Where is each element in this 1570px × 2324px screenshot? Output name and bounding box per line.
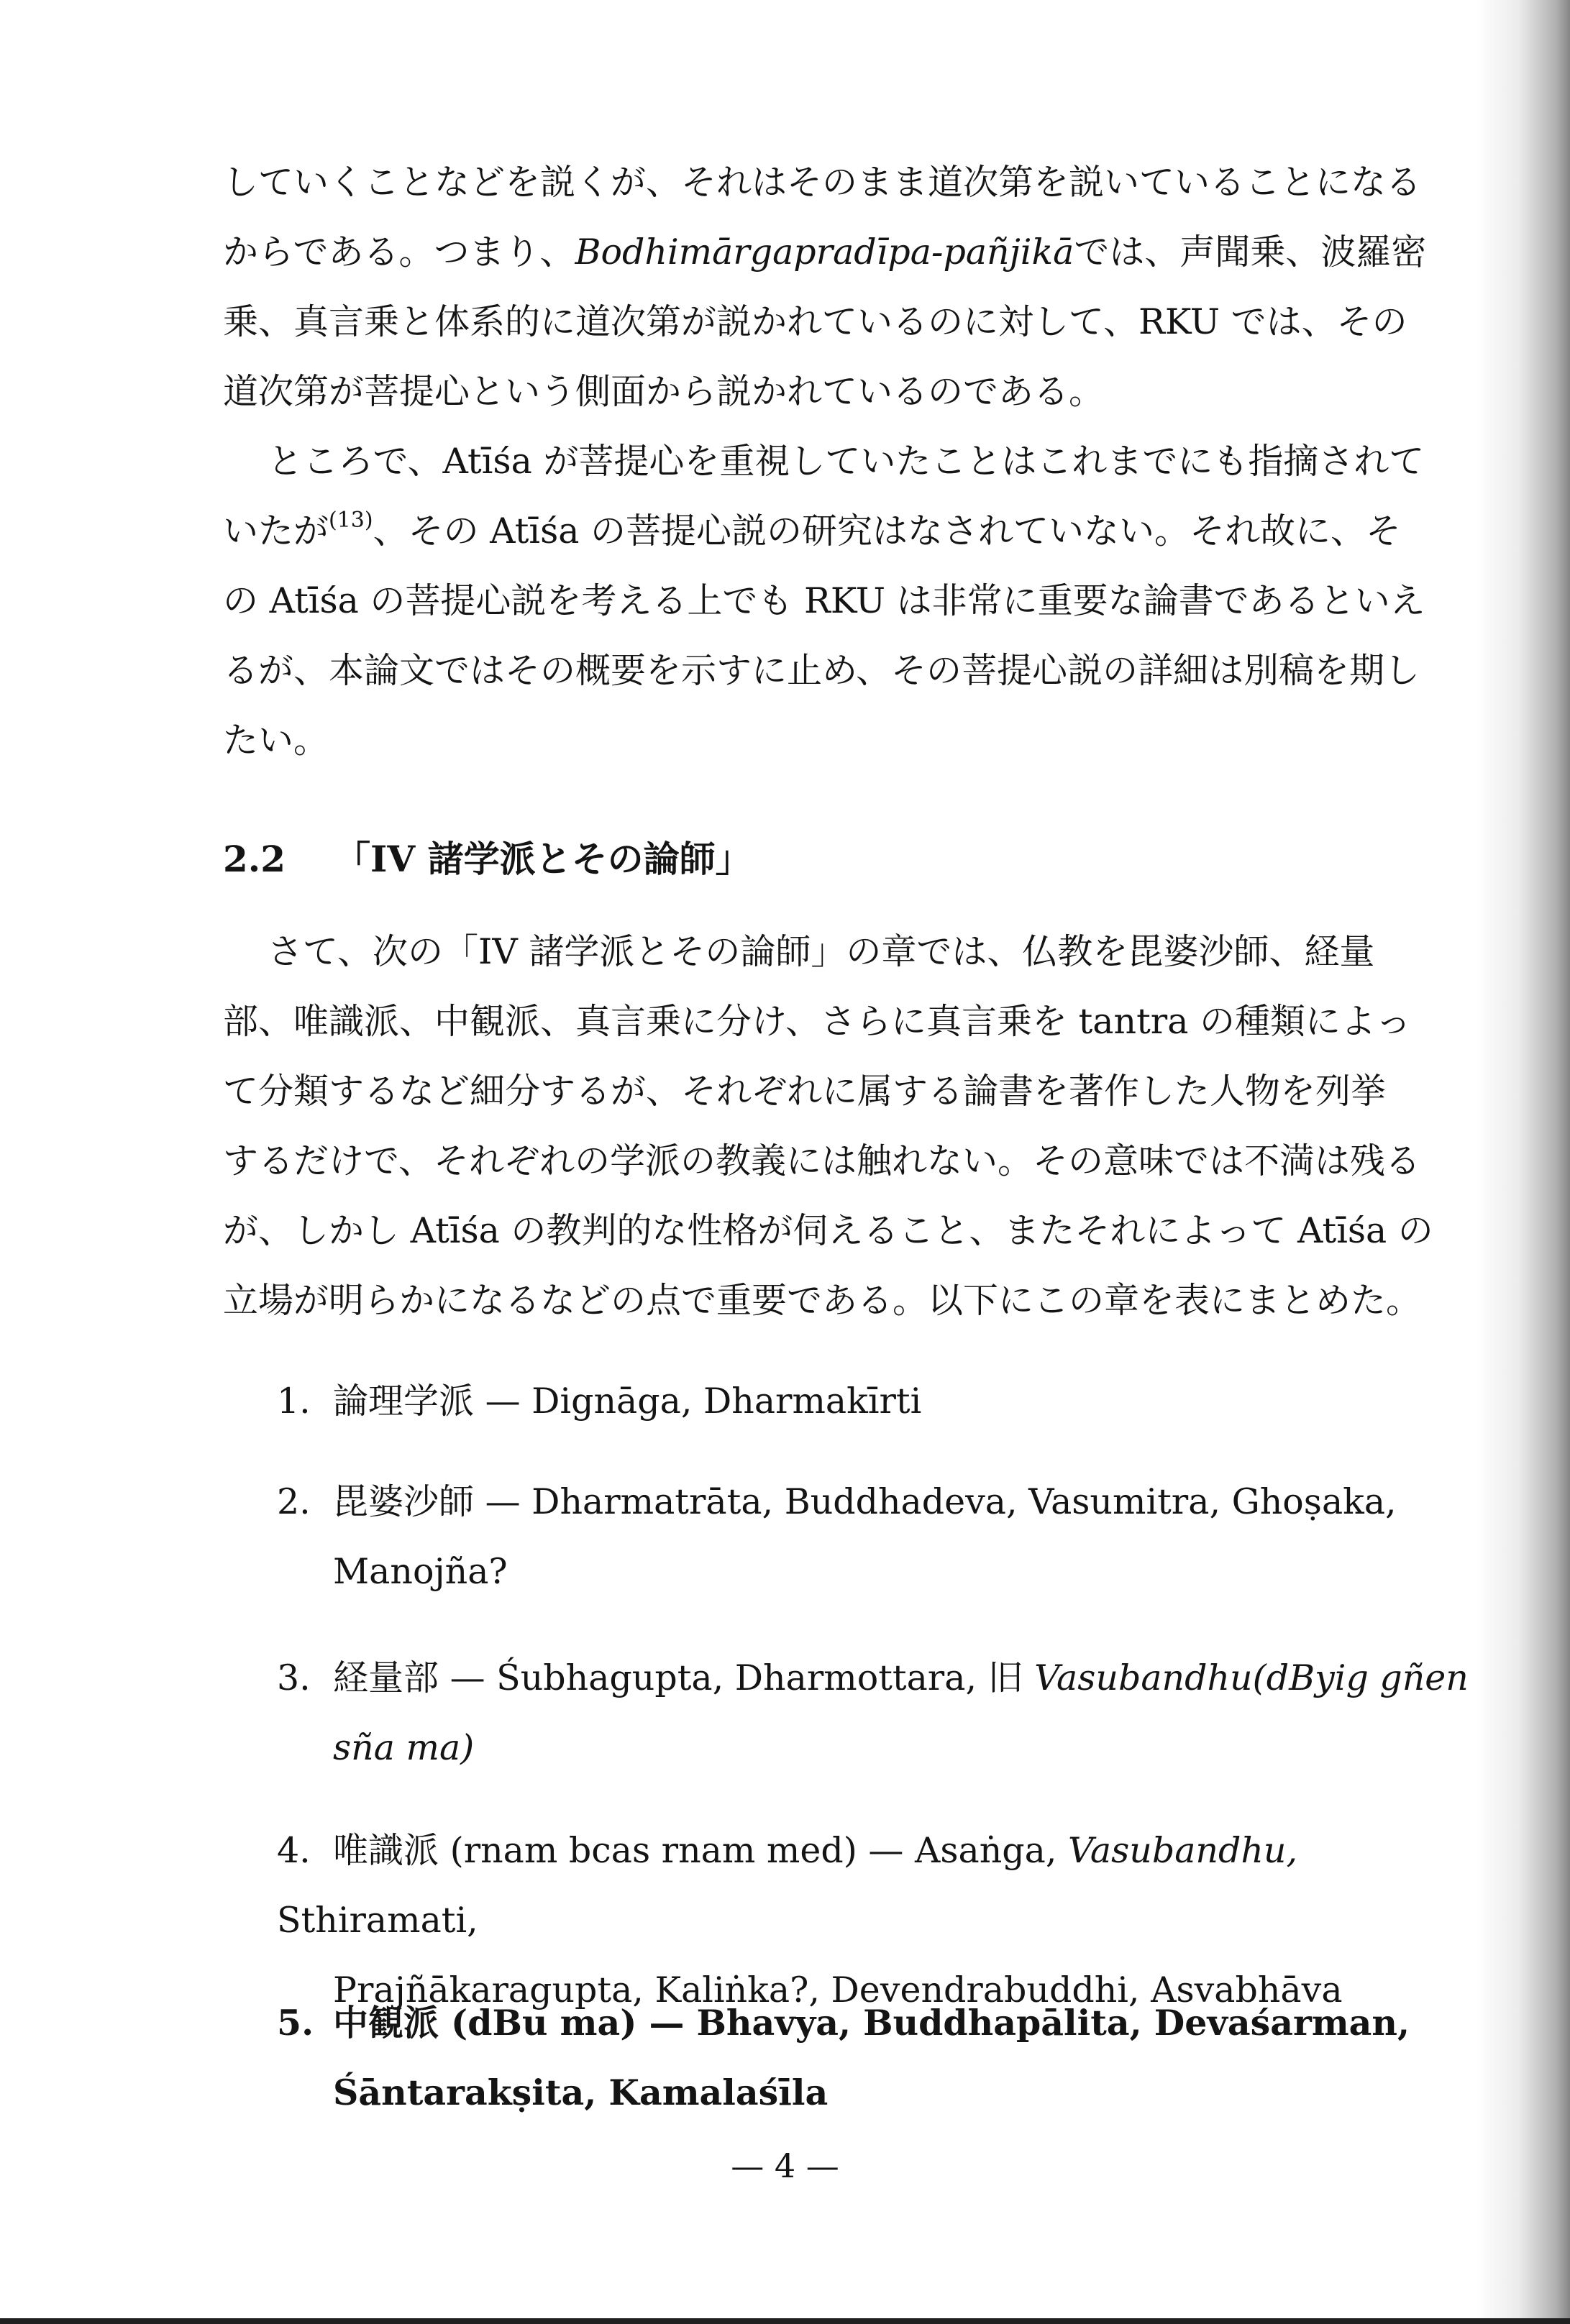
paragraph-3-line-5: が、しかし Atīśa の教判的な性格が伺えること、またそれによって Atīśa の bbox=[223, 1210, 1433, 1251]
page-number: — 4 — bbox=[731, 2146, 839, 2185]
list-item-text: 経量部 — Śubhagupta, Dharmottara, 旧 bbox=[333, 1657, 1035, 1698]
list-item-continuation: Prajñākaragupta, Kaliṅka?, Devendrabuddhi, Asvabhāva bbox=[333, 1970, 1343, 2010]
paragraph-1-line-1: していくことなどを説くが、それはそのまま道次第を説いていることになる bbox=[223, 162, 1422, 203]
paragraph-2-line-5: たい。 bbox=[223, 720, 329, 761]
list-item-text-end: Sthiramati, bbox=[277, 1900, 478, 1941]
list-item-number: 3. bbox=[277, 1657, 311, 1698]
list-item-continuation: Śāntarakṣita, Kamalaśīla bbox=[333, 2072, 829, 2113]
section-number: 2.2 bbox=[223, 838, 286, 880]
paragraph-3-line-6: 立場が明らかになるなどの点で重要である。以下にこの章を表にまとめた。 bbox=[223, 1280, 1422, 1321]
paragraph-1-line-2-start: からである。つまり、 bbox=[223, 232, 575, 273]
list-item-number: 2. bbox=[277, 1481, 311, 1522]
list-item-continuation: Manojña? bbox=[333, 1551, 508, 1592]
list-item-text: 毘婆沙師 — Dharmatrāta, Buddhadeva, Vasumitra, Ghoṣaka, bbox=[333, 1481, 1397, 1522]
paragraph-3-line-2: 部、唯識派、中観派、真言乗に分け、さらに真言乗を tantra の種類によっ bbox=[223, 1001, 1411, 1042]
list-item bbox=[277, 1988, 1478, 2128]
paragraph-2-line-1: ところで、Atīśa が菩提心を重視していたことはこれまでにも指摘されて bbox=[268, 441, 1425, 482]
list-item-italic: Vasubandhu(dByig gñen bbox=[1034, 1657, 1469, 1698]
paragraph-2-line-3: の Atīśa の菩提心説を考える上でも RKU は非常に重要な論書であるといえ bbox=[223, 580, 1425, 621]
list-item bbox=[277, 1643, 1478, 1783]
paragraph-2-line-4: るが、本論文ではその概要を示すに止め、その菩提心説の詳細は別稿を期し bbox=[223, 650, 1420, 691]
list-item bbox=[277, 1366, 1478, 1436]
paragraph-3-line-4: するだけで、それぞれの学派の教義には触れない。その意味では不満は残る bbox=[223, 1140, 1421, 1181]
paragraph-1-line-4: 道次第が菩提心という側面から説かれているのである。 bbox=[223, 371, 1105, 412]
list-item-text: 唯識派 (rnam bcas rnam med) — Asaṅga, bbox=[333, 1830, 1069, 1871]
paragraph-2-line-2-start: いたが bbox=[223, 511, 329, 552]
list-item-continuation bbox=[277, 1713, 1478, 1783]
bottom-border bbox=[0, 2318, 1570, 2324]
section-title: 「IV 諸学派とその論師」 bbox=[334, 838, 752, 880]
paragraph-1-line-2-end: では、声聞乗、波羅密 bbox=[1074, 232, 1427, 273]
list-item-text: 論理学派 — Dignāga, Dharmakīrti bbox=[333, 1381, 922, 1422]
paragraph-3-line-1: さて、次の「IV 諸学派とその論師」の章では、仏教を毘婆沙師、経量 bbox=[268, 931, 1375, 972]
paragraph-3-line-3: て分類するなど細分するが、それぞれに属する論書を著作した人物を列挙 bbox=[223, 1071, 1387, 1112]
paragraph-2-line-2-end: 、その Atīśa の菩提心説の研究はなされていない。それ故に、そ bbox=[373, 511, 1402, 552]
list-item-number: 4. bbox=[277, 1830, 311, 1871]
list-item-text: 中観派 (dBu ma) — Bhavya, Buddhapālita, Devaśarman, bbox=[333, 2002, 1410, 2044]
work-title-italic: Bodhimārgapradīpa-pañjikā bbox=[575, 232, 1074, 273]
footnote-marker: (13) bbox=[329, 508, 373, 533]
list-item-italic: Vasubandhu, bbox=[1068, 1830, 1298, 1871]
paragraph-1-line-3: 乗、真言乗と体系的に道次第が説かれているのに対して、RKU では、その bbox=[223, 301, 1407, 342]
list-item-number: 5. bbox=[277, 2002, 314, 2044]
list-item bbox=[277, 1467, 1478, 1606]
list-item-number: 1. bbox=[277, 1381, 311, 1422]
list-item-italic: sña ma) bbox=[333, 1727, 475, 1768]
